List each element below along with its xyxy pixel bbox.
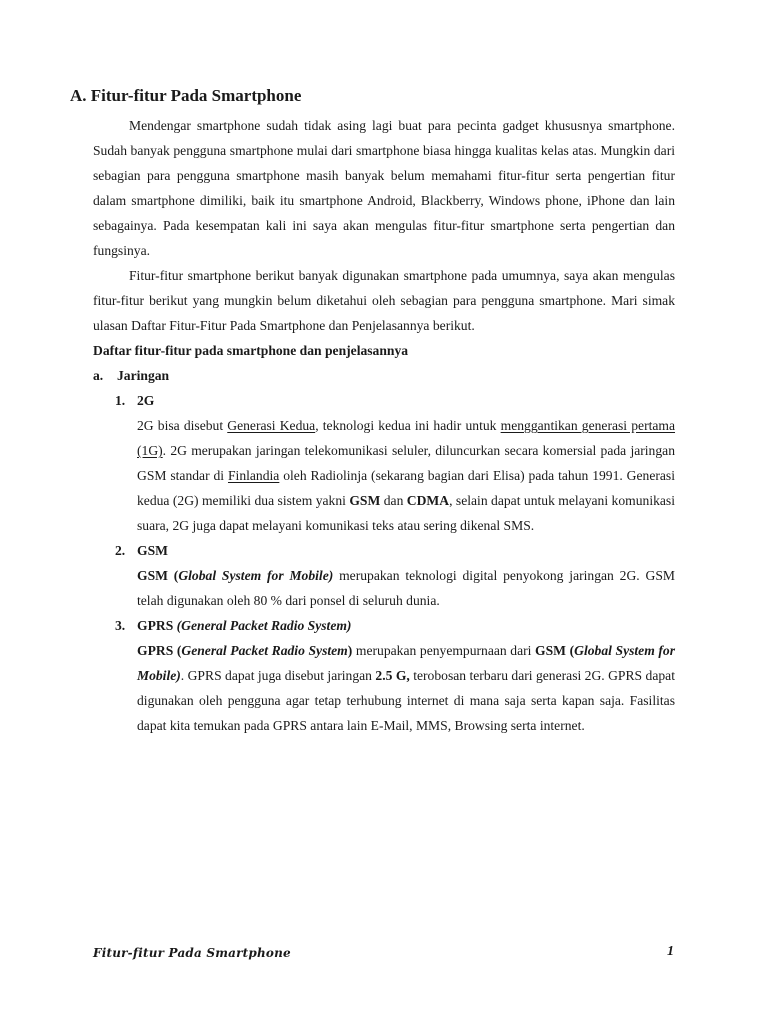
- text-run: oleh Radiolinja (sekarang bagian dari Elisa) pada tahun 1991. Generasi kedua (2G) memiliki dua sistem yakni: [137, 468, 675, 508]
- item-content: [137, 538, 675, 613]
- intro-paragraph-2: Fitur-fitur smartphone berikut banyak digunakan smartphone pada umumnya, saya akan mengulas fitur-fitur berikut yang mungkin belum diketahui oleh sebagian para pengguna smartphone. Mari simak ulasan Daftar Fitur-Fitur Pada Smartphone dan Penjelasannya berikut.: [93, 268, 675, 333]
- text-run: merupakan penyempurnaan dari: [352, 643, 536, 658]
- link-generasi-pertama[interactable]: menggantikan generasi pertama (1G): [137, 418, 676, 458]
- footer-title: Fitur-fitur Pada Smartphone: [93, 946, 291, 960]
- bold-italic-text: General Packet Radio System: [181, 643, 348, 658]
- page-number: 1: [667, 944, 674, 959]
- item-title: [137, 613, 675, 638]
- item-description: [137, 563, 675, 613]
- bold-text: 2.5 G,: [375, 668, 410, 683]
- title-bold: GPRS: [137, 618, 177, 633]
- item-title: GSM: [137, 543, 168, 558]
- subsection-marker: a.: [93, 368, 104, 383]
- text-run: 2G bisa disebut: [137, 418, 228, 433]
- text-run: . 2G merupakan jaringan telekomunikasi seluler, diluncurkan secara komersial pada jaringan GSM standar di: [137, 443, 675, 483]
- item-number: 2.: [115, 543, 126, 558]
- bold-gsm: GSM: [349, 493, 381, 508]
- item-description: [137, 638, 675, 738]
- list-item-gsm: [93, 538, 675, 613]
- link-finlandia[interactable]: Finlandia: [227, 468, 280, 483]
- bold-text: GPRS (: [137, 643, 182, 658]
- bold-italic-text: Global System for Mobile): [137, 643, 676, 683]
- section-heading: A. Fitur-fitur Pada Smartphone: [70, 86, 302, 105]
- body-text: [93, 113, 675, 738]
- text-run: , selain dapat untuk melayani komunikasi suara, 2G juga dapat melayani komunikasi teks atau sering dikenal SMS.: [137, 493, 675, 533]
- list-heading: Daftar fitur-fitur pada smartphone dan penjelasannya: [93, 343, 409, 358]
- link-generasi-kedua[interactable]: Generasi Kedua: [227, 418, 316, 433]
- item-content: [137, 388, 675, 538]
- text-run: , teknologi kedua ini hadir untuk: [315, 418, 501, 433]
- bold-text: GSM (: [137, 568, 179, 583]
- text-run: . GPRS dapat juga disebut jaringan: [180, 668, 376, 683]
- intro-paragraph-1: Mendengar smartphone sudah tidak asing lagi buat para pecinta gadget khususnya smartphone. Sudah banyak pengguna smartphone mulai dari smartphone biasa hingga kualitas kelas atas. Mungkin dari sebagian para pengguna smartphone masih banyak belum memahami fitur-fitur serta pengertian fitur dalam smartphone dimiliki, baik itu smartphone Android, Blackberry, Windows phone, iPhone dan lain sebagainya. Pada kesempatan kali ini saya akan mengulas fitur-fitur smartphone serta pengertian dan fungsinya.: [93, 118, 675, 258]
- bold-italic-text: Global System for Mobile): [178, 568, 334, 583]
- list-item-gprs: [93, 613, 675, 738]
- bold-cdma: CDMA: [406, 493, 450, 508]
- item-number: 1.: [115, 393, 126, 408]
- bold-text: GSM (: [535, 643, 575, 658]
- subsection-jaringan: [93, 363, 675, 388]
- item-description: [137, 413, 675, 538]
- list-item-2g: [93, 388, 675, 538]
- text-run: dan: [380, 493, 407, 508]
- item-content: [137, 613, 675, 738]
- text-run: merupakan teknologi digital penyokong jaringan 2G. GSM telah digunakan oleh 80 % dari ponsel di seluruh dunia.: [137, 568, 675, 608]
- item-number: 3.: [115, 618, 126, 633]
- title-bold-italic: (General Packet Radio System): [176, 618, 352, 633]
- text-run: terobosan terbaru dari generasi 2G. GPRS dapat digunakan oleh pengguna agar tetap terhubung internet di mana saja serta kapan saja. Fasilitas dapat kita temukan pada GPRS antara lain E-Mail, MMS, Browsing serta internet.: [137, 668, 675, 733]
- item-title: 2G: [137, 393, 155, 408]
- bold-text: ): [347, 643, 353, 658]
- subsection-title: Jaringan: [117, 368, 170, 383]
